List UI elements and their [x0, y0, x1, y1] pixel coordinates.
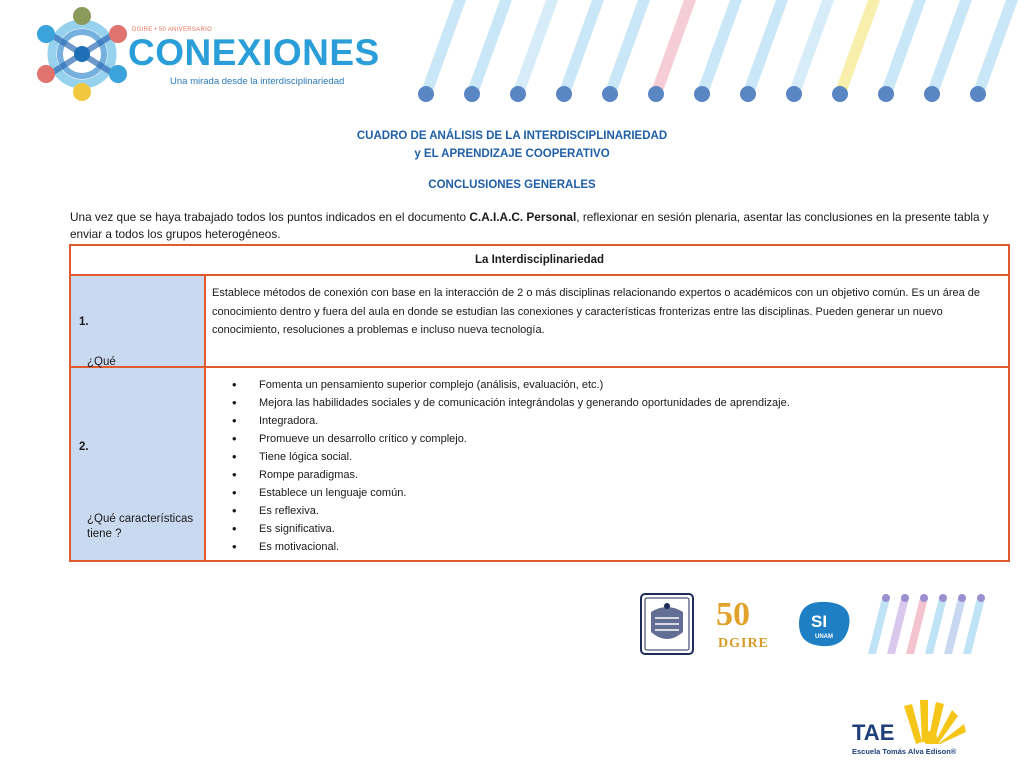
tae-school-name: Escuela Tomás Alva Edison® [852, 747, 957, 756]
stripe [512, 0, 558, 94]
row-label-text: ¿Qué [87, 356, 116, 368]
stripe [788, 0, 834, 94]
tae-wordmark: TAE [852, 720, 895, 745]
list-item: • Es motivacional. [232, 538, 790, 556]
row-label-cell [71, 368, 206, 560]
row-label-text: ¿Qué características tiene ? [87, 513, 194, 540]
stripe-dot [740, 86, 756, 102]
list-item: • Promueve un desarrollo crítico y complejo. [232, 430, 790, 448]
stripe-dot [418, 86, 434, 102]
list-item: • Es reflexiva. [232, 502, 790, 520]
stripe [963, 598, 985, 654]
stripe [558, 0, 604, 94]
list-item: • Establece un lenguaje común. [232, 484, 790, 502]
stripe [887, 598, 909, 654]
stripe-dot [832, 86, 848, 102]
stripe [742, 0, 788, 94]
stripe [926, 0, 972, 94]
unam-seal-icon [639, 592, 695, 656]
stripe [972, 0, 1018, 94]
row-number: 2. [79, 441, 89, 453]
tae-logo [852, 700, 982, 760]
stripe-dot [648, 86, 664, 102]
table-header: La Interdisciplinariedad [71, 246, 1008, 276]
stripe [880, 0, 926, 94]
list-item: • Rompe paradigmas. [232, 466, 790, 484]
stripe [420, 0, 466, 94]
table-row [71, 276, 1008, 368]
stripe [834, 0, 880, 94]
table-row [71, 368, 1008, 560]
stripe [868, 598, 890, 654]
row-label [79, 316, 116, 368]
stripe-dot [464, 86, 480, 102]
stripe-dot [510, 86, 526, 102]
characteristics-cell [206, 368, 1008, 560]
stripe-dot [970, 86, 986, 102]
list-item: • Integradora. [232, 412, 790, 430]
row-label [79, 440, 194, 540]
stripe [650, 0, 696, 94]
stripe [944, 598, 966, 654]
logo-title: CONEXIONES [128, 32, 380, 73]
stripe-dot [556, 86, 572, 102]
si-sub-text: UNAM [815, 634, 833, 640]
row-number: 1. [79, 316, 89, 328]
stripe-dot [694, 86, 710, 102]
document-subtitle: y EL APRENDIZAJE COOPERATIVO [414, 148, 610, 160]
list-item: • Es significativa. [232, 520, 790, 538]
logo-subtitle: Una mirada desde la interdisciplinariedad [170, 76, 345, 87]
stripe-dot [878, 86, 894, 102]
characteristics-list [232, 376, 790, 556]
si-text: SI [811, 612, 828, 631]
stripe [925, 598, 947, 654]
sun-rays-icon [900, 700, 970, 744]
intro-document-name: C.A.I.A.C. Personal [469, 210, 577, 224]
dgire-number: 50 [716, 596, 750, 633]
document-title: CUADRO DE ANÁLISIS DE LA INTERDISCIPLINARIEDAD [356, 130, 668, 142]
intro-text-start: Una vez que se haya trabajado todos los puntos indicados en el documento [70, 210, 470, 224]
stripe [466, 0, 512, 94]
stripe-dot [924, 86, 940, 102]
stripe-dot [977, 594, 985, 602]
stripe-dot [920, 594, 928, 602]
si-unam-logo [793, 596, 855, 652]
intro-text-end: , reflexionar en sesión plenaria, asentar las conclusiones en la presente tabla y enviar a todos los grupos heterogéneos. [70, 210, 989, 241]
list-item: • Fomenta un pensamiento superior complejo (análisis, evaluación, etc.) [232, 376, 790, 394]
stripe-dot [786, 86, 802, 102]
section-title: CONCLUSIONES GENERALES [428, 179, 596, 191]
conexiones-logo-mark [32, 4, 132, 104]
instructions-paragraph [70, 209, 990, 243]
dgire-50-logo [708, 592, 782, 656]
dgire-text: DGIRE [718, 636, 769, 651]
list-item: • Tiene lógica social. [232, 448, 790, 466]
decorative-stripes-small [866, 592, 990, 656]
decorative-stripes [408, 0, 1024, 108]
stripe-dot [958, 594, 966, 602]
stripe [696, 0, 742, 94]
stripe-dot [901, 594, 909, 602]
stripe [906, 598, 928, 654]
stripe-dot [939, 594, 947, 602]
analysis-table [69, 244, 1010, 562]
list-item: • Mejora las habilidades sociales y de comunicación integrándolas y generando oportunidades de aprendizaje. [232, 394, 790, 412]
row-label-cell [71, 276, 206, 366]
stripe [604, 0, 650, 94]
stripe-dot [602, 86, 618, 102]
stripe-dot [882, 594, 890, 602]
logo-small-text: DGIRE • 50 ANIVERSARIO [132, 27, 213, 33]
definition-cell: Establece métodos de conexión con base en la interacción de 2 o más disciplinas relacionando expertos o académicos con un objetivo común. Es un área de conocimiento dentro y fuera del aula en donde se estudian las conexiones y características fronterizas entre las disciplinas. Pueden generar un nuevo conocimiento, resoluciones a problemas e incluso nueva tecnología. [212, 287, 981, 336]
